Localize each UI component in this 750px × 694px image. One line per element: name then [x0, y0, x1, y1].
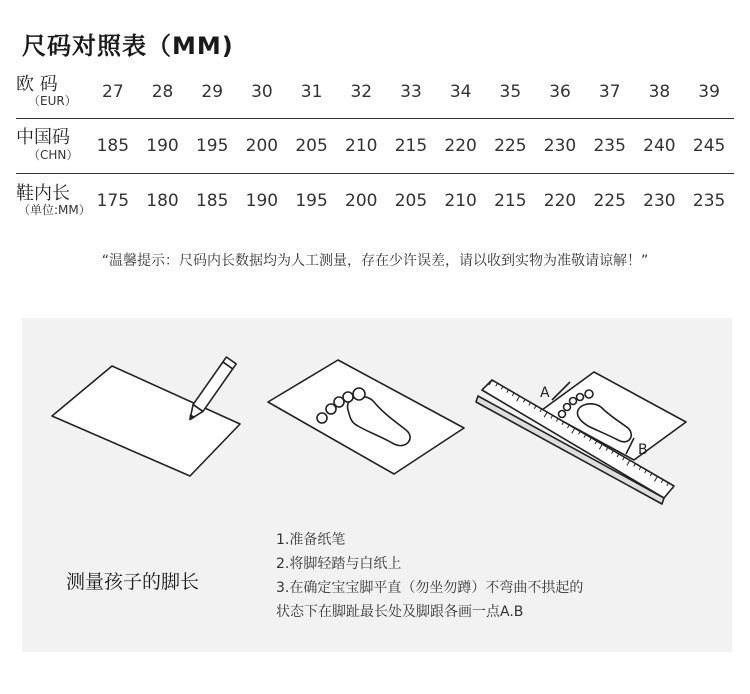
size-cell: 36	[549, 81, 571, 102]
step-3-continued: 状态下在脚趾最长处及脚跟各画一点A.B	[276, 604, 524, 620]
size-cell: 195	[187, 118, 237, 173]
size-cell: 225	[486, 118, 536, 173]
size-cell: 33	[400, 81, 422, 102]
size-cell: 230	[635, 173, 685, 228]
measurement-note: “温馨提示：尺码内长数据均为人工测量，存在少许误差，请以收到实物为准敬请谅解！”	[101, 253, 649, 269]
size-cell: 205	[287, 118, 337, 173]
marker-a-label: A	[540, 385, 550, 401]
size-cell: 245	[684, 118, 734, 173]
ruler-footprint-icon	[476, 372, 686, 504]
size-cell: 195	[287, 173, 337, 228]
size-cell: 190	[138, 118, 188, 173]
size-cell: 225	[585, 173, 635, 228]
row-label: 中国码	[16, 127, 70, 149]
size-row	[16, 173, 734, 228]
size-cell: 210	[336, 118, 386, 173]
size-cell: 200	[237, 118, 287, 173]
size-cell: 240	[635, 118, 685, 173]
size-cell: 215	[486, 173, 536, 228]
marker-b-label: B	[638, 442, 648, 458]
size-cell: 190	[237, 173, 287, 228]
size-cell: 215	[386, 118, 436, 173]
step-1: 1.准备纸笔	[276, 532, 346, 548]
page-title: 尺码对照表（MM)	[22, 32, 234, 60]
size-cell: 29	[201, 81, 224, 102]
size-cell: 30	[251, 81, 273, 102]
size-cell: 27	[102, 81, 124, 102]
size-cell: 34	[449, 81, 472, 102]
size-cell: 235	[585, 118, 635, 173]
row-label: 鞋内长	[16, 182, 70, 204]
measure-steps	[276, 528, 583, 624]
size-cell: 185	[187, 173, 237, 228]
size-cell: 200	[336, 173, 386, 228]
size-chart-table	[16, 66, 734, 228]
row-header	[16, 173, 91, 228]
row-header	[16, 66, 88, 118]
step-3: 3.在确定宝宝脚平直（勿坐勿蹲）不弯曲不拱起的	[276, 580, 584, 596]
size-cell: 235	[684, 173, 734, 228]
row-unit: （EUR）	[28, 94, 77, 109]
row-unit: （CHN）	[28, 147, 79, 162]
size-cell: 180	[138, 173, 188, 228]
size-cell: 220	[436, 118, 486, 173]
size-cell: 210	[436, 173, 486, 228]
row-header	[16, 118, 88, 173]
row-unit: （单位:MM）	[18, 203, 91, 218]
size-cell: 230	[535, 118, 585, 173]
size-cell: 39	[698, 81, 720, 102]
size-row	[16, 118, 734, 173]
size-cell: 175	[88, 173, 138, 228]
paper-pencil-icon	[52, 357, 240, 476]
step-2: 2.将脚轻踏与白纸上	[276, 556, 402, 572]
size-cell: 31	[300, 81, 323, 102]
size-cell: 220	[535, 173, 585, 228]
size-cell: 37	[598, 81, 621, 102]
size-cell: 38	[648, 81, 671, 102]
footprint-icon	[268, 360, 464, 474]
size-row	[16, 66, 734, 118]
size-cell: 28	[151, 81, 174, 102]
measure-title: 测量孩子的脚长	[66, 571, 200, 593]
size-cell: 185	[88, 118, 138, 173]
size-cell: 35	[499, 81, 522, 102]
size-cell: 205	[386, 173, 436, 228]
row-label: 欧 码	[16, 73, 58, 95]
size-cell: 32	[350, 81, 373, 102]
